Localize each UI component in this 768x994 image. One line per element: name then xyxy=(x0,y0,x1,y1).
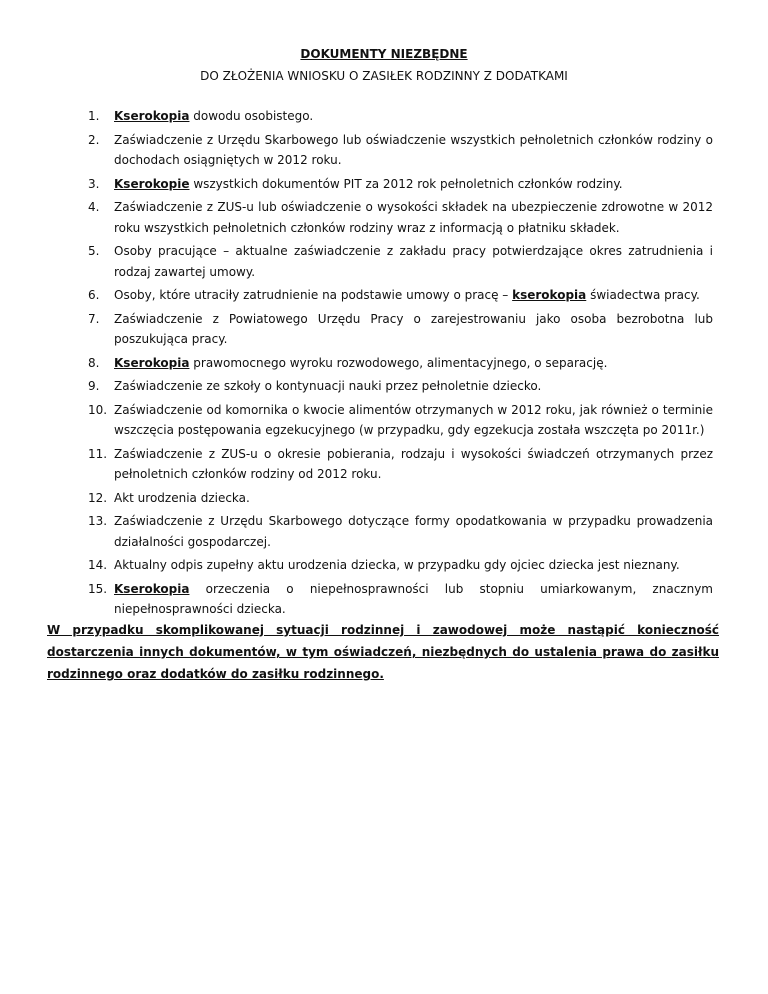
page-subtitle: DO ZŁOŻENIA WNIOSKU O ZASIŁEK RODZINNY Z DODATKAMI xyxy=(200,69,568,83)
list-item-text xyxy=(114,130,713,171)
list-item-number: 11. xyxy=(88,446,108,461)
text-segment: Zaświadczenie od komornika o kwocie alimentów otrzymanych w 2012 roku, jak również o terminie wszczęcia postępowania egzekucyjnego (w przypadku, gdy egzekucja została wszczęta po 2011r.) xyxy=(114,402,713,437)
list-item-number: 7. xyxy=(88,311,100,326)
list-item-text xyxy=(114,511,713,552)
list-item xyxy=(88,488,713,509)
list-item xyxy=(88,579,713,620)
text-segment: Zaświadczenie z ZUS-u lub oświadczenie o wysokości składek na ubezpieczenie zdrowotne w 2012 roku wszystkich pełnoletnich członków rodziny wraz z informacją o płatniku składek. xyxy=(114,200,713,235)
text-segment: Zaświadczenie z Urzędu Skarbowego dotyczące formy opodatkowania w przypadku prowadzenia działalności gospodarczej. xyxy=(114,514,713,549)
page-title: DOKUMENTY NIEZBĘDNE xyxy=(300,47,468,61)
list-item-text xyxy=(114,400,713,441)
footer-note: W przypadku skomplikowanej sytuacji rodzinnej i zawodowej może nastąpić konieczność dostarczenia innych dokumentów, w tym oświadczeń, niezbędnych do ustalenia prawa do zasiłku rodzinnego oraz dodatków do zasiłku rodzinnego. xyxy=(47,623,719,681)
list-item-text xyxy=(114,309,713,350)
list-item xyxy=(88,400,713,441)
text-segment: Aktualny odpis zupełny aktu urodzenia dziecka, w przypadku gdy ojciec dziecka jest nieznany. xyxy=(114,558,680,572)
list-item xyxy=(88,376,713,397)
list-item-number: 3. xyxy=(88,176,100,191)
text-segment: Osoby, które utraciły zatrudnienie na podstawie umowy o pracę – xyxy=(114,288,513,302)
text-segment: Osoby pracujące – aktualne zaświadczenie z zakładu pracy potwierdzające okres zatrudnienia i rodzaj zawartej umowy. xyxy=(114,244,713,279)
list-item-number: 8. xyxy=(88,355,100,370)
highlighted-term: Kserokopia xyxy=(114,355,190,370)
list-item xyxy=(88,555,713,576)
list-item-number: 15. xyxy=(88,581,108,596)
list-item-number: 9. xyxy=(88,379,100,393)
document-list xyxy=(88,106,713,623)
text-segment: prawomocnego wyroku rozwodowego, alimentacyjnego, o separację. xyxy=(189,355,608,370)
list-item-number: 12. xyxy=(88,490,108,505)
list-item-text xyxy=(114,241,713,282)
list-item-text xyxy=(114,285,713,306)
list-item-text xyxy=(114,488,713,509)
highlighted-term: Kserokopia xyxy=(114,581,190,596)
list-item xyxy=(88,444,713,485)
highlighted-term: Kserokopie xyxy=(114,176,190,191)
list-item-text xyxy=(114,444,713,485)
list-item-number: 13. xyxy=(88,514,108,528)
list-item xyxy=(88,511,713,552)
list-item xyxy=(88,241,713,282)
list-item-number: 2. xyxy=(88,132,100,147)
text-segment: Zaświadczenie z Powiatowego Urzędu Pracy o zarejestrowaniu jako osoba bezrobotna lub poszukująca pracy. xyxy=(114,311,713,346)
list-item xyxy=(88,285,713,306)
text-segment: Zaświadczenie ze szkoły o kontynuacji nauki przez pełnoletnie dziecko. xyxy=(114,379,542,393)
list-item-number: 6. xyxy=(88,288,100,302)
list-item xyxy=(88,174,713,195)
list-item-number: 14. xyxy=(88,558,108,572)
list-item xyxy=(88,106,713,127)
list-item-number: 5. xyxy=(88,244,100,258)
list-item-text xyxy=(114,353,713,374)
list-item xyxy=(88,130,713,171)
text-segment: wszystkich dokumentów PIT za 2012 rok pełnoletnich członków rodziny. xyxy=(189,176,623,191)
list-item xyxy=(88,309,713,350)
list-item-text xyxy=(114,197,713,238)
text-segment: dowodu osobistego. xyxy=(189,109,314,123)
text-segment: Akt urodzenia dziecka. xyxy=(114,490,250,505)
list-item-number: 10. xyxy=(88,402,108,417)
list-item xyxy=(88,353,713,374)
highlighted-term: kserokopia xyxy=(512,288,587,302)
list-item-text xyxy=(114,174,713,195)
text-segment: Zaświadczenie z ZUS-u o okresie pobierania, rodzaju i wysokości świadczeń otrzymanych przez pełnoletnich członków rodziny od 2012 roku. xyxy=(114,446,713,481)
text-segment: Zaświadczenie z Urzędu Skarbowego lub oświadczenie wszystkich pełnoletnich członków rodziny o dochodach osiągniętych w 2012 roku. xyxy=(114,132,713,167)
text-segment: świadectwa pracy. xyxy=(586,288,700,302)
list-item-number: 4. xyxy=(88,200,100,214)
list-item-text xyxy=(114,555,713,576)
list-item-text xyxy=(114,579,713,620)
list-item xyxy=(88,197,713,238)
highlighted-term: Kserokopia xyxy=(114,109,190,123)
list-item-text xyxy=(114,376,713,397)
list-item-text xyxy=(114,106,713,127)
list-item-number: 1. xyxy=(88,109,100,123)
text-segment: orzeczenia o niepełnosprawności lub stopniu umiarkowanym, znacznym niepełnosprawności dziecka. xyxy=(114,581,713,616)
